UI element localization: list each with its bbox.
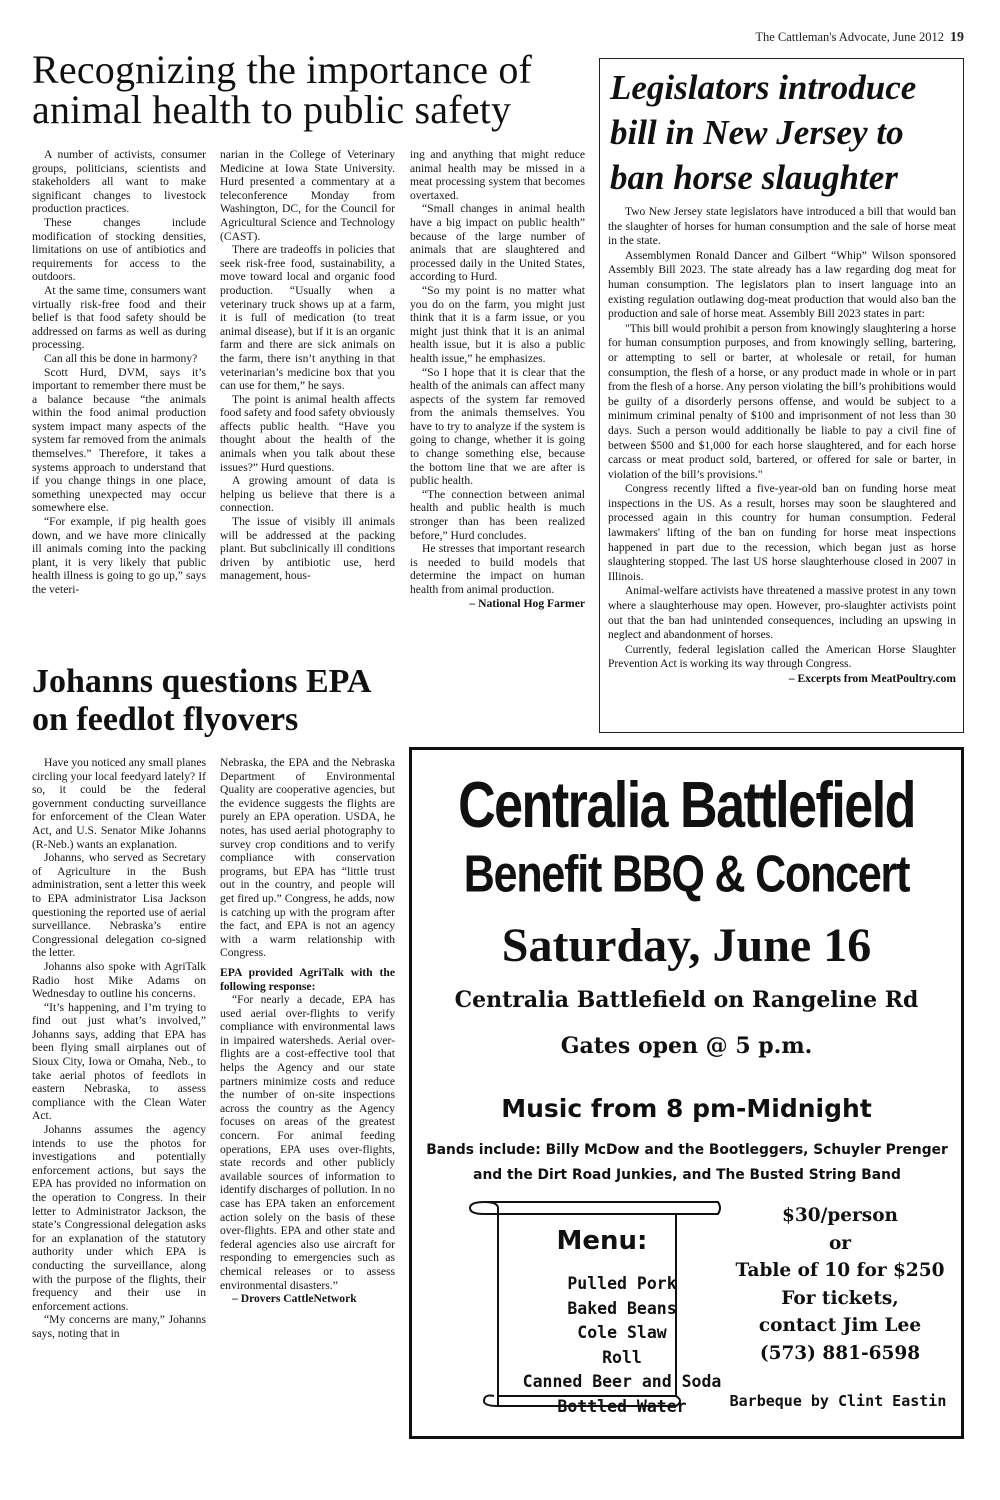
- paragraph: Johanns, who served as Secretary of Agriculture in the Bush administration, sent a letter this week to EPA administrator Lisa Jackson questioning the reported use of aerial surveillance. Nebraska’s entire Congressional delegation co-signed the letter.: [32, 851, 206, 960]
- ad-title-line-1: Centralia Battlefield: [458, 769, 915, 842]
- paragraph: The point is animal health affects food safety and food safety obviously affects public health. “Have you thought about the health of the animals when you talk about these issues?” Hurd questions.: [220, 392, 395, 474]
- nj-article-headline: Legislators introduce bill in New Jersey to ban horse slaughter: [610, 68, 917, 197]
- caterer-credit: Barbeque by Clint Eastin: [729, 1392, 947, 1410]
- paragraph: The issue of visibly ill animals will be addressed at the packing plant. But subclinically ill conditions driven by antibiotic use, herd management, hous-: [220, 515, 395, 583]
- ad-title-line-2: Benefit BBQ & Concert: [463, 846, 910, 904]
- epa-article-column-1: [32, 756, 206, 1436]
- paragraph: “For example, if pig health goes down, and we have more clinically ill animals coming into the packing plant, it is very likely that public health illness is going to go up,” says the veteri-: [32, 515, 206, 596]
- paragraph: “For nearly a decade, EPA has used aerial over-flights to verify compliance with environmental laws in impaired watersheds. Aerial over-flights are a cost-effective tool that helps the Agency and our state partners minimize costs and reduce the number of on-site inspections across the country as the Agency focuses on areas of the greatest concern. For animal feeding operations, EPA uses over-flights, state records and other publicly available sources of information to identify discharges of pollution. In no case has EPA taken an enforcement action solely on the basis of these over-flights. EPA and other state and federal agencies also use aircraft for responding to emergencies such as chemical releases or to assess environmental disasters.”: [220, 993, 395, 1292]
- price-line: or: [828, 1232, 852, 1254]
- contact-phone: (573) 881-6598: [759, 1342, 921, 1364]
- article-source: – National Hog Farmer: [469, 596, 585, 610]
- article-source: – Drovers CattleNetwork: [232, 1292, 357, 1306]
- price-line: $30/person: [781, 1205, 899, 1226]
- paragraph: Johanns assumes the agency intends to use the photos for investigations and potentially enforcement actions, but says the EPA has provided no information on the operation to Congress. In their letter to Administrator Jackson, the state’s Congressional delegation asks for an explanation of the statutory authority under which EPA is conducting the surveillance, along with the purpose of the flights, their frequency and their use in enforcement actions.: [32, 1123, 206, 1313]
- paragraph: “So I hope that it is clear that the health of the animals can affect many aspects of the system far removed from the animals themselves. You have to try to analyze if the system is going to change, whether it is going to change something else, because the bottom line that we are after is public health.: [410, 365, 585, 488]
- health-article-column-1: [32, 148, 206, 658]
- ad-date: Saturday, June 16: [501, 919, 872, 972]
- paragraph: Two New Jersey state legislators have introduced a bill that would ban the slaughter of horses for human consumption and the sale of horse meat in the state.: [608, 206, 956, 248]
- bbq-concert-advertisement: [409, 747, 964, 1439]
- ad-gates-time: Gates open @ 5 p.m.: [560, 1033, 813, 1059]
- paragraph: narian in the College of Veterinary Medicine at Iowa State University. Hurd presented a commentary at a teleconference Monday from Washington, DC, for the Council for Agricultural Science and Technology (CAST).: [220, 148, 395, 243]
- paragraph: “So my point is no matter what you do on the farm, you might just think that it is a farm issue, or you might just think that it is an animal health issue, but it is also a public health issue,” he emphasizes.: [410, 283, 585, 365]
- paragraph: A growing amount of data is helping us believe that there is a connection.: [220, 474, 395, 515]
- paragraph: Can all this be done in harmony?: [44, 351, 198, 365]
- menu-list: [512, 1272, 732, 1419]
- paragraph: Nebraska, the EPA and the Nebraska Department of Environmental Quality are cooperative agencies, but the evidence suggests the flights are purely an EPA operation. USDA, he notes, has used aerial photography to survey crop conditions and to verify compliance with conservation programs, but EPA has “little trust out in the country, and people will get fired up.” Congress, he adds, now is catching up with the program after the fact, and EPA is not an agency with a warm relationship with Congress.: [220, 756, 395, 960]
- paragraph: “Small changes in animal health have a big impact on public health” because of the large number of animals that are slaughtered and processed daily in the United States, according to Hurd.: [410, 202, 585, 284]
- menu-item: Canned Beer and Soda: [522, 1372, 722, 1391]
- menu-item: Roll: [602, 1347, 642, 1367]
- paragraph: Congress recently lifted a five-year-old ban on funding horse meat inspections in the US. As a result, horses may soon be slaughtered and processed again in this country for human consumption. Federal lawmakers' lifting of the ban on funding for horse meat inspections happened in part due to the recession, which began just as horse slaughtering stopped. The last US horse slaughterhouse closed in 2007 in Illinois.: [608, 483, 956, 583]
- paragraph: “My concerns are many,” Johanns says, noting that in: [32, 1313, 206, 1340]
- menu-item: Pulled Pork: [567, 1274, 677, 1293]
- health-article-headline: Recognizing the importance of animal health to public safety: [32, 47, 533, 132]
- menu-scroll: [462, 1196, 722, 1418]
- paragraph: ing and anything that might reduce animal health may be missed in a meat processing system that becomes overtaxed.: [410, 148, 585, 202]
- health-article-column-2: [220, 148, 395, 658]
- page-header: [755, 30, 964, 46]
- menu-item: Cole Slaw: [577, 1323, 667, 1342]
- article-source: – Excerpts from MeatPoultry.com: [788, 673, 956, 685]
- nj-article-box: [599, 58, 964, 733]
- paragraph: There are tradeoffs in policies that seek risk-free food, sustainability, a move toward local and organic food production. “Usually when a veterinary truck shows up at a farm, it is full of medication (to treat animal disease), but if it is an organic farm and there are sick animals on the farm, there isn’t anything in that veterinarian’s medicine box that you can use for them,” he says.: [220, 243, 395, 393]
- paragraph: Scott Hurd, DVM, says it’s important to remember there must be a balance because “the animals within the food animal production system impact many aspects of the system far removed from the animals themselves.” Therefore, it takes a systems approach to understand that if you change things in one place, something unexpected may occur somewhere else.: [32, 365, 206, 515]
- publication-name: The Cattleman's Advocate, June 2012: [755, 30, 944, 44]
- subhead: EPA provided AgriTalk with the following response:: [220, 965, 395, 993]
- paragraph: A number of activists, consumer groups, politicians, scientists and stakeholders all want to make significant changes to livestock production practices.: [32, 148, 206, 216]
- paragraph: Have you noticed any small planes circling your local feedyard lately? If so, it could be the federal government conducting surveillance for enforcement of the Clean Water Act, and U.S. Senator Mike Johanns (R-Neb.) wants an explanation.: [32, 756, 206, 851]
- ticket-info: [730, 1202, 950, 1367]
- price-line: contact Jim Lee: [758, 1315, 922, 1336]
- paragraph: “The connection between animal health and public health is much stronger than has been realized before,” Hurd concludes.: [410, 487, 585, 542]
- nj-article-body: [608, 205, 956, 687]
- paragraph: At the same time, consumers want virtually risk-free food and their belief is that food safety should be addressed on farms as well as during processing.: [32, 283, 206, 352]
- paragraph: Animal-welfare activists have threatened a massive protest in any town where a slaughterhouse may open. However, pro-slaughter activists point out that the ban had unintended consequences, including an upswing in neglect and abandonment of horses.: [608, 585, 956, 642]
- ad-bands: Bands include: Billy McDow and the Bootleggers, Schuyler Prenger and the Dirt Road Junkies, and The Busted String Band: [426, 1142, 948, 1183]
- page-number: 19: [950, 30, 964, 45]
- menu-title: Menu:: [556, 1226, 648, 1256]
- menu-item: Baked Beans: [567, 1298, 677, 1318]
- paragraph: “It’s happening, and I’m trying to find out just what’s involved,” Johanns says, adding that EPA has been flying small airplanes out of Sioux City, Iowa or Omaha, Neb., to take aerial photos of feedlots in eastern Nebraska, to assess compliance with the Clean Water Act.: [32, 1000, 206, 1123]
- epa-article-column-2: [220, 756, 395, 1436]
- menu-item: Bottled Water: [557, 1396, 687, 1416]
- paragraph: Currently, federal legislation called the American Horse Slaughter Prevention Act is working its way through Congress.: [608, 643, 956, 671]
- epa-article-headline: Johanns questions EPA on feedlot flyovers: [32, 663, 370, 738]
- paragraph: Assemblymen Ronald Dancer and Gilbert “Whip” Wilson sponsored Assembly Bill 2023. The state already has a law regarding dog meat for human consumption. The legislators plan to insert language into an existing regulation outlawing dog-meat production that would also ban the production and sale of horse meat. Assembly Bill 2023 states in part:: [608, 249, 956, 321]
- paragraph: Johanns also spoke with AgriTalk Radio host Mike Adams on Wednesday to outline his concerns.: [32, 959, 206, 1001]
- health-article-column-3: [410, 148, 585, 716]
- paragraph: These changes include modification of stocking densities, limitations on use of antibiotics and requirements for access to the outdoors.: [32, 215, 206, 284]
- paragraph: "This bill would prohibit a person from knowingly slaughtering a horse for human consumption purposes, and from knowingly selling, bartering, or attempting to sell or barter, at wholesale or retail, for human consumption, the flesh of a horse, or any product made in whole or in part from the flesh of a horse. Any person violating the bill’s prohibitions would be guilty of a disorderly persons offense, and would be subject to a minimum criminal penalty of $100 and imprisonment of not less than 30 days. Such a person would additionally be liable to pay a civil fine of between $500 and $1,000 for each horse slaughtered, and for each horse carcass or meat product sold, bartered, or offered for sale or barter, in violation of the bill’s provisions.": [608, 322, 956, 481]
- price-line: Table of 10 for $250: [735, 1260, 945, 1281]
- price-line: For tickets,: [781, 1287, 899, 1309]
- ad-location: Centralia Battlefield on Rangeline Rd: [454, 987, 919, 1013]
- paragraph: He stresses that important research is needed to build models that determine the impact on human health from animal production.: [410, 542, 585, 596]
- ad-music-time: Music from 8 pm-Midnight: [501, 1094, 872, 1123]
